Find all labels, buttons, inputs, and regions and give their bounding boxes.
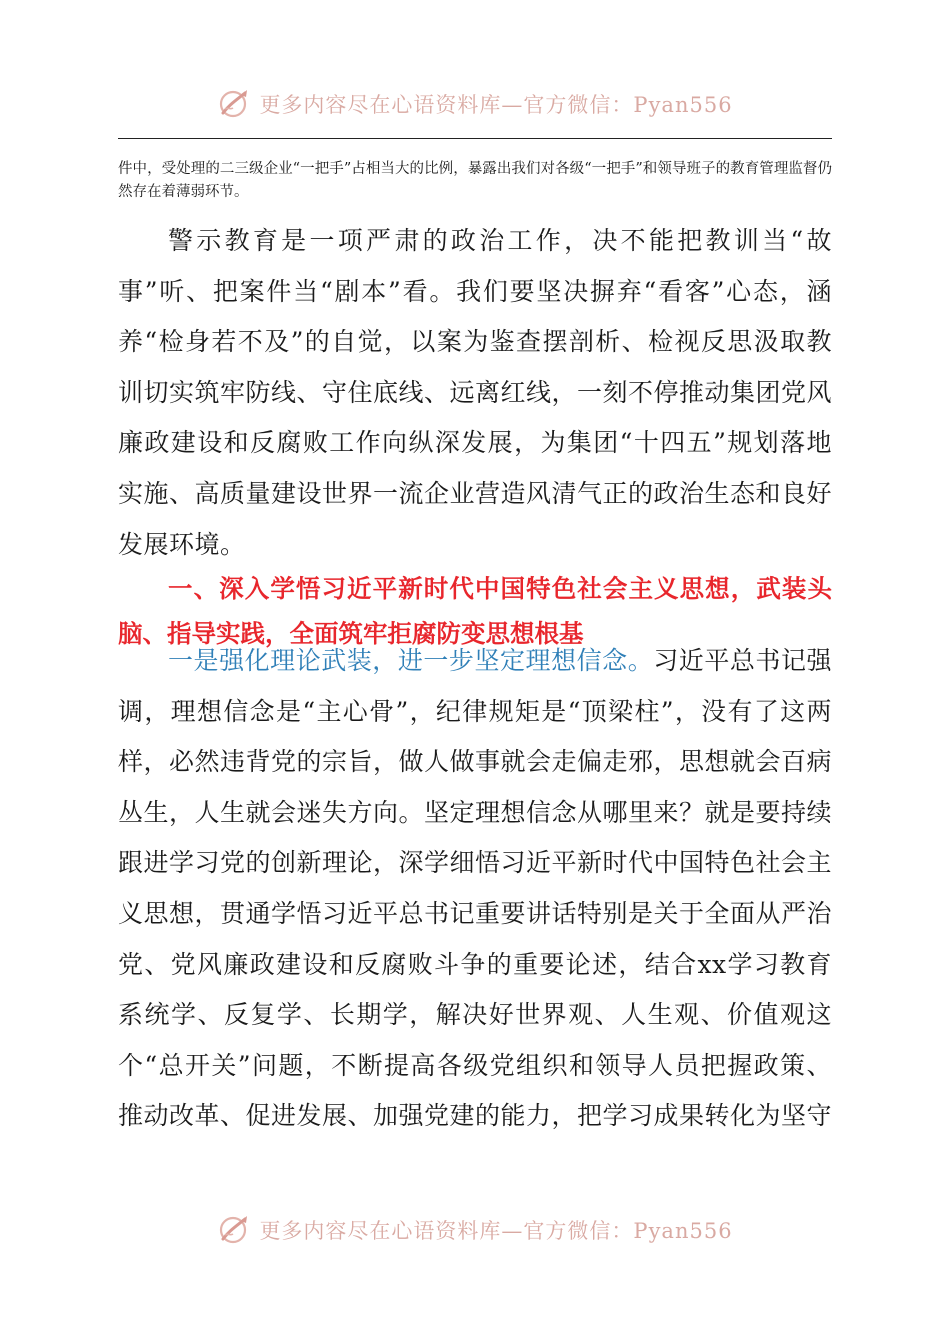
paragraph-theory-armament [118, 636, 832, 1142]
section-heading-1: 一、深入学悟习近平新时代中国特色社会主义思想，武装头脑、指导实践，全面筑牢拒腐防变思想根基 [118, 574, 832, 648]
paragraph-theory-body: 习近平总书记强调，理想信念是“主心骨”，纪律规矩是“顶梁柱”，没有了这两样，必然违背党的宗旨，做人做事就会走偏走邪，思想就会百病丛生，人生就会迷失方向。坚定理想信念从哪里来？就是要持续跟进学习党的创新理论，深学细悟习近平新时代中国特色社会主义思想，贯通学悟习近平总书记重要讲话特别是关于全面从严治党、党风廉政建设和反腐败斗争的重要论述，结合xx学习教育系统学、反复学、长期学，解决好世界观、人生观、价值观这个“总开关”问题，不断提高各级党组织和领导人员把握政策、推动改革、促进发展、加强党建的能力，把学习成果转化为坚守 [118, 646, 833, 1131]
header-divider [118, 138, 832, 139]
header-banner-text: 更多内容尽在心语资料库—官方微信：Pyan556 [259, 93, 733, 117]
footer-banner [0, 1210, 950, 1250]
paragraph-warning-education: 警示教育是一项严肃的政治工作，决不能把教训当“故事”听、把案件当“剧本”看。我们要坚决摒弃“看客”心态，涵养“检身若不及”的自觉，以案为鉴查摆剖析、检视反思汲取教训切实筑牢防线、守住底线、远离红线，一刻不停推动集团党风廉政建设和反腐败工作向纵深发展，为集团“十四五”规划落地实施、高质量建设世界一流企业营造风清气正的政治生态和良好发展环境。 [118, 226, 833, 559]
pen-swirl-logo-icon [217, 87, 251, 121]
subheading-1: 一是强化理论武装，进一步坚定理想信念。 [168, 646, 654, 675]
pen-swirl-logo-icon [217, 1213, 251, 1247]
footer-banner-text: 更多内容尽在心语资料库—官方微信：Pyan556 [259, 1219, 733, 1243]
header-banner [0, 84, 950, 124]
intro-paragraph: 件中，受处理的二三级企业“一把手”占相当大的比例，暴露出我们对各级“一把手”和领导班子的教育管理监督仍然存在着薄弱环节。 [118, 161, 832, 200]
